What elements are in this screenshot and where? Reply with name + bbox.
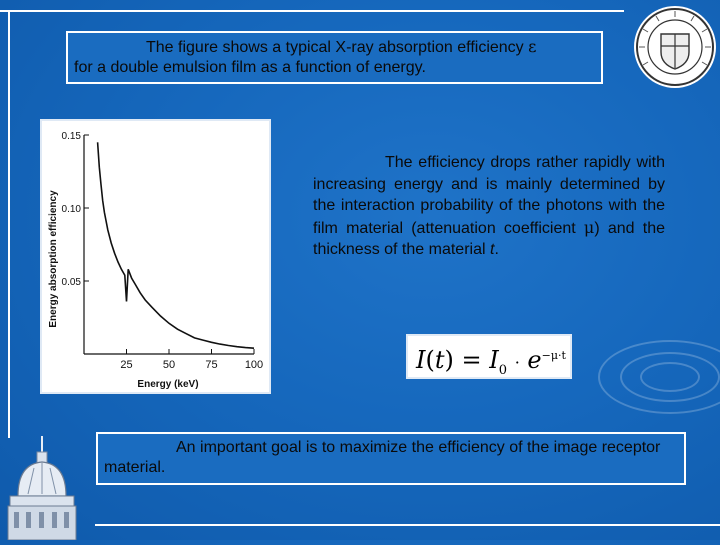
chart-y-tick-label: 0.05 bbox=[61, 277, 81, 288]
formula-close-paren: ) bbox=[444, 346, 454, 374]
goal-text: An important goal is to maximize the efficiency of the image receptor material. bbox=[104, 439, 661, 476]
chart-x-tick-label: 25 bbox=[120, 359, 133, 371]
chart-x-tick-label: 100 bbox=[244, 359, 264, 371]
chart-y-tick-label: 0.15 bbox=[61, 131, 81, 142]
formula-exponent: −μ·t bbox=[541, 349, 566, 362]
chart-y-tick-label: 0.10 bbox=[61, 204, 81, 215]
frame-left-line bbox=[8, 10, 10, 438]
water-ripple-decoration bbox=[640, 362, 700, 392]
chart-svg bbox=[42, 121, 269, 392]
intro-text-box bbox=[66, 31, 603, 84]
frame-top-line bbox=[0, 10, 624, 12]
formula-dot: · bbox=[514, 353, 520, 372]
intro-line-1: The figure shows a typical X-ray absorption efficiency bbox=[146, 39, 524, 56]
chart-efficiency-curve bbox=[98, 142, 254, 348]
formula-equals: = bbox=[461, 346, 482, 374]
formula-subscript-0: 0 bbox=[498, 362, 508, 378]
absorption-efficiency-chart bbox=[40, 119, 271, 394]
attenuation-formula bbox=[406, 334, 572, 379]
description-period: . bbox=[494, 241, 499, 258]
efficiency-description bbox=[313, 152, 665, 261]
goal-text-box bbox=[96, 432, 686, 485]
description-body: with increasing energy and is mainly determined by the interaction probability of the photons with the film material (attenuation coefficient bbox=[313, 154, 665, 237]
chart-y-axis-label: Energy absorption efficiency bbox=[48, 190, 59, 328]
formula-e: e bbox=[527, 346, 542, 374]
thickness-symbol: t bbox=[489, 241, 495, 258]
formula-I0: I bbox=[489, 346, 499, 374]
chart-x-axis-label: Energy (keV) bbox=[137, 379, 199, 390]
epsilon-symbol: ε bbox=[528, 37, 537, 56]
university-seal-logo bbox=[634, 6, 716, 88]
formula-open-paren: ( bbox=[425, 346, 435, 374]
chart-x-tick-label: 75 bbox=[205, 359, 218, 371]
description-body-end: ) and the thickness of the material bbox=[313, 219, 665, 258]
formula-I: I bbox=[416, 346, 426, 374]
church-dome-illustration bbox=[4, 436, 80, 540]
formula-t: t bbox=[434, 346, 445, 374]
frame-bottom-line bbox=[95, 524, 720, 526]
intro-line-2: for a double emulsion film as a function of energy. bbox=[74, 59, 426, 76]
description-line-1: The efficiency drops rather rapidly bbox=[385, 154, 631, 171]
chart-x-tick-label: 50 bbox=[162, 359, 176, 371]
mu-symbol: μ bbox=[583, 217, 595, 237]
